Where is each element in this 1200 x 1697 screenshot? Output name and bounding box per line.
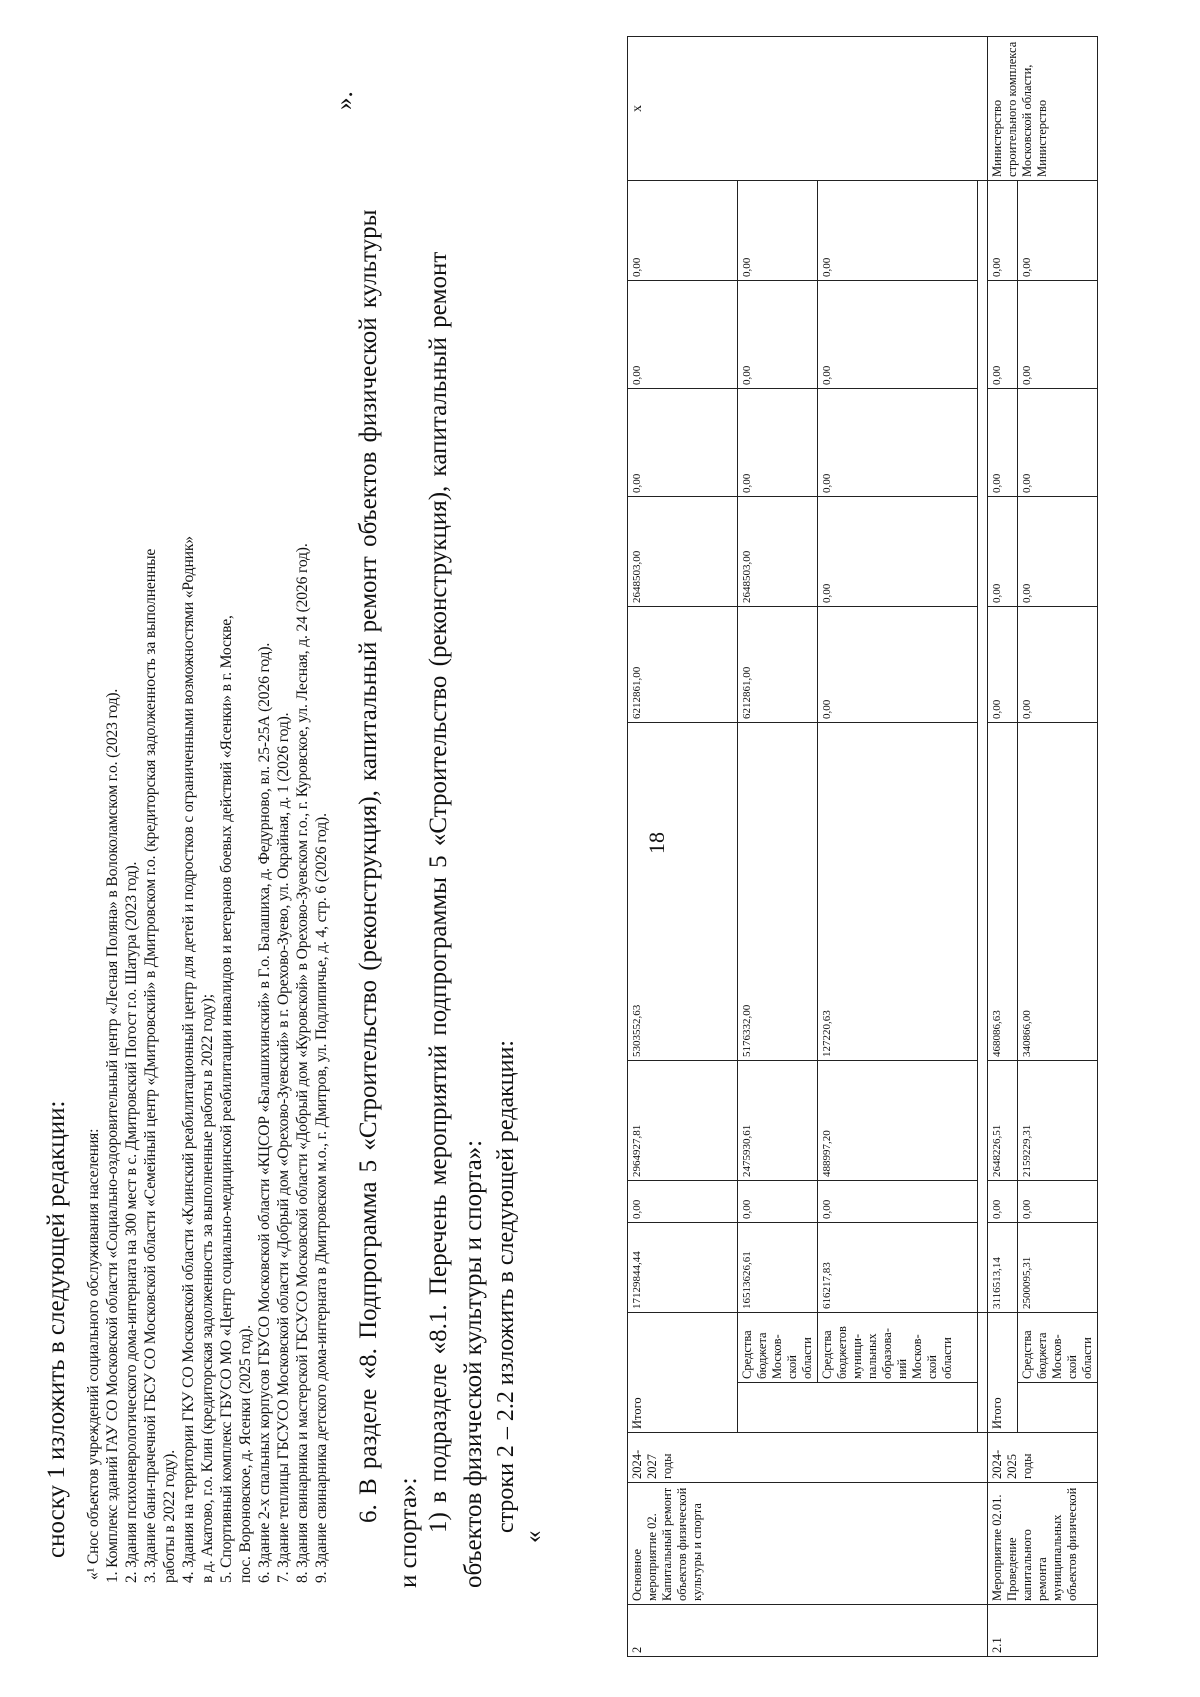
cell-value: 0,00 (628, 388, 738, 496)
footnote-line: 7. Здание теплицы ГБСУСО Московской области «Добрый дом «Орехово-Зуевский» в г. Орехово-Зуево, ул. Окрайная, д. 1 (2026 год). (275, 712, 292, 1583)
document-text (35, 58, 545, 1618)
cell-value: 0,00 (1018, 496, 1098, 606)
section6-line5: строки 2 – 2.2 изложить в следующей редакции: (493, 1040, 519, 1533)
cell-value: 6212861,00 (738, 606, 818, 722)
cell-value: 0,00 (738, 1180, 818, 1222)
cell-value: 0,00 (628, 180, 738, 280)
cell-value: 2648503,00 (628, 496, 738, 606)
cell-value: 0,00 (1018, 1180, 1098, 1222)
cell-value: 5303552,63 (628, 722, 738, 1060)
empty-cell (738, 1383, 978, 1433)
cell-value: 0,00 (818, 1180, 978, 1222)
cell-value: 2648226,51 (988, 1060, 1018, 1180)
cell-value: 0,00 (1018, 280, 1098, 388)
cell-value: 0,00 (1018, 180, 1098, 280)
table-row (1018, 36, 1098, 1656)
footnote-line: в д. Акатово, г.о. Клин (кредиторская задолженность за выполненные работы в 2022 году); (199, 994, 216, 1583)
cell-value: 0,00 (1018, 606, 1098, 722)
open-quote: « (520, 1530, 547, 1543)
row-number: 2 (628, 1605, 988, 1657)
cell-value: 0,00 (738, 388, 818, 496)
funding-source: Средства бюджета Москов-ской области (738, 1312, 818, 1382)
cell-value: 5176332,00 (738, 722, 818, 1060)
table-row (988, 36, 1018, 1656)
section6-line1: 6. В разделе «8. Подпрограмма 5 «Строительство (реконструкция), капитальный ремонт объектов физической культуры (355, 209, 382, 1523)
cell-value: 468086,63 (988, 722, 1018, 1060)
footnote-line: 4. Здания на территории ГКУ СО Московской области «Клинский реабилитационный центр для детей и подростков с ограниченными возможностями «Родник» (180, 536, 197, 1583)
footnote-line: пос. Вороновское, д. Ясенки (2025 год). (237, 1324, 254, 1583)
cell-value: 0,00 (988, 606, 1018, 722)
spacer-row (978, 36, 988, 1656)
cell-value: 2475930,61 (738, 1060, 818, 1180)
cell-value: 2648503,00 (738, 496, 818, 606)
cell-total: 2500095,31 (1018, 1222, 1098, 1312)
section6-line2: и спорта»: (395, 1477, 422, 1588)
cell-value: 0,00 (988, 180, 1018, 280)
cell-value: 0,00 (818, 606, 978, 722)
footnote-line: работы в 2022 году). (161, 1450, 178, 1583)
cell-value: 0,00 (988, 280, 1018, 388)
empty-cell (978, 1312, 988, 1432)
responsible: x (628, 36, 988, 180)
cell-total: 3116513,14 (988, 1222, 1018, 1312)
funding-source: Итого (988, 1312, 1018, 1432)
funding-source: Средства бюджета Москов-ской области (1018, 1312, 1098, 1382)
table-row (738, 36, 818, 1656)
section6-line3: 1) в подразделе «8.1. Перечень мероприятий подпрограммы 5 «Строительство (реконструкция), капитальный ремонт (425, 251, 452, 1533)
cell-value: 0,00 (818, 280, 978, 388)
measure-period: 2024-2027 годы (628, 1433, 988, 1483)
funding-source: Средства бюджетов муници-пальных образова-ний Москов-ской области (818, 1312, 978, 1382)
cell-total: 16513626,61 (738, 1222, 818, 1312)
cell-value: 0,00 (818, 388, 978, 496)
row-number: 2.1 (988, 1605, 1098, 1657)
cell-value: 6212861,00 (628, 606, 738, 722)
footnote-intro: «¹ Снос объектов учреждений социального обслуживания населения: (85, 1128, 102, 1580)
funding-source: Итого (628, 1312, 738, 1432)
measures-table (627, 37, 1137, 1657)
empty-cell (978, 180, 988, 1312)
cell-value: 0,00 (628, 280, 738, 388)
footnote-line: 5. Спортивный комплекс ГБУСО МО «Центр социально-медицинской реабилитации инвалидов и ветеранов боевых действий «Ясенки» в г. Москве, (218, 615, 235, 1583)
cell-value: 488997,20 (818, 1060, 978, 1180)
measure-period: 2024-2025 годы (988, 1433, 1098, 1483)
responsible: Министерство строительного комплекса Московской области, Министерство (988, 36, 1098, 180)
cell-value: 0,00 (1018, 388, 1098, 496)
cell-total: 17129844,44 (628, 1222, 738, 1312)
cell-value: 0,00 (738, 280, 818, 388)
cell-total: 616217,83 (818, 1222, 978, 1312)
page-number: 18 (644, 832, 669, 854)
cell-value: 0,00 (818, 180, 978, 280)
footnote-closing: ». (331, 91, 358, 110)
empty-cell (1018, 1383, 1098, 1433)
cell-value: 0,00 (988, 496, 1018, 606)
measure-name: Мероприятие 02.01. Проведение капитального ремонта муниципальных объектов физической (988, 1483, 1098, 1605)
measure-name: Основное мероприятие 02. Капитальный ремонт объектов физической культуры и спорта (628, 1483, 988, 1605)
cell-value: 2159229,31 (1018, 1060, 1098, 1180)
footnote-line: 9. Здание свинарника детского дома-интерната в Дмитровском м.о., г. Дмитров, ул. Подлипичье, д. 4, стр. 6 (2026 год). (313, 813, 330, 1583)
footnote-line: 1. Комплекс зданий ГАУ СО Московской области «Социально-оздоровительный центр «Лесная Поляна» в Волоколамском г.о. (2023 год). (104, 688, 121, 1583)
footnote-line: 2. Здания психоневрологического дома-интерната на 300 мест в с. Дмитровский Погост г.о. Шатура (2023 год). (123, 861, 140, 1583)
section6-line4: объектов физической культуры и спорта»: (460, 1139, 487, 1588)
footnote-line: 3. Здание бани-прачечной ГБСУ СО Московской области «Семейный центр «Дмитровский» в Дмитровском г.о. (кредиторская задолженность за выполненные (142, 548, 159, 1583)
heading: сноску 1 изложить в следующей редакции: (43, 1100, 70, 1558)
cell-value: 0,00 (628, 1180, 738, 1222)
footnote-line: 6. Здание 2-х спальных корпусов ГБУСО Московской области «КЦСОР «Балашихинский» в Г.о. Балашиха, д. Федурново, вл. 25-25А (2026 год). (256, 642, 273, 1583)
cell-value: 340866,00 (1018, 722, 1098, 1060)
cell-value: 2964927,81 (628, 1060, 738, 1180)
cell-value: 0,00 (738, 180, 818, 280)
cell-value: 127220,63 (818, 722, 978, 1060)
cell-value: 0,00 (818, 496, 978, 606)
cell-value: 0,00 (988, 1180, 1018, 1222)
cell-value: 0,00 (988, 388, 1018, 496)
footnote-line: 8. Здания свинарника и мастерской ГБСУСО Московской области «Добрый дом «Куровской» в Орехово-Зуевском г.о., г. Куровское, ул. Лесная, д. 24 (2026 год). (294, 543, 311, 1583)
table-row (628, 36, 738, 1656)
